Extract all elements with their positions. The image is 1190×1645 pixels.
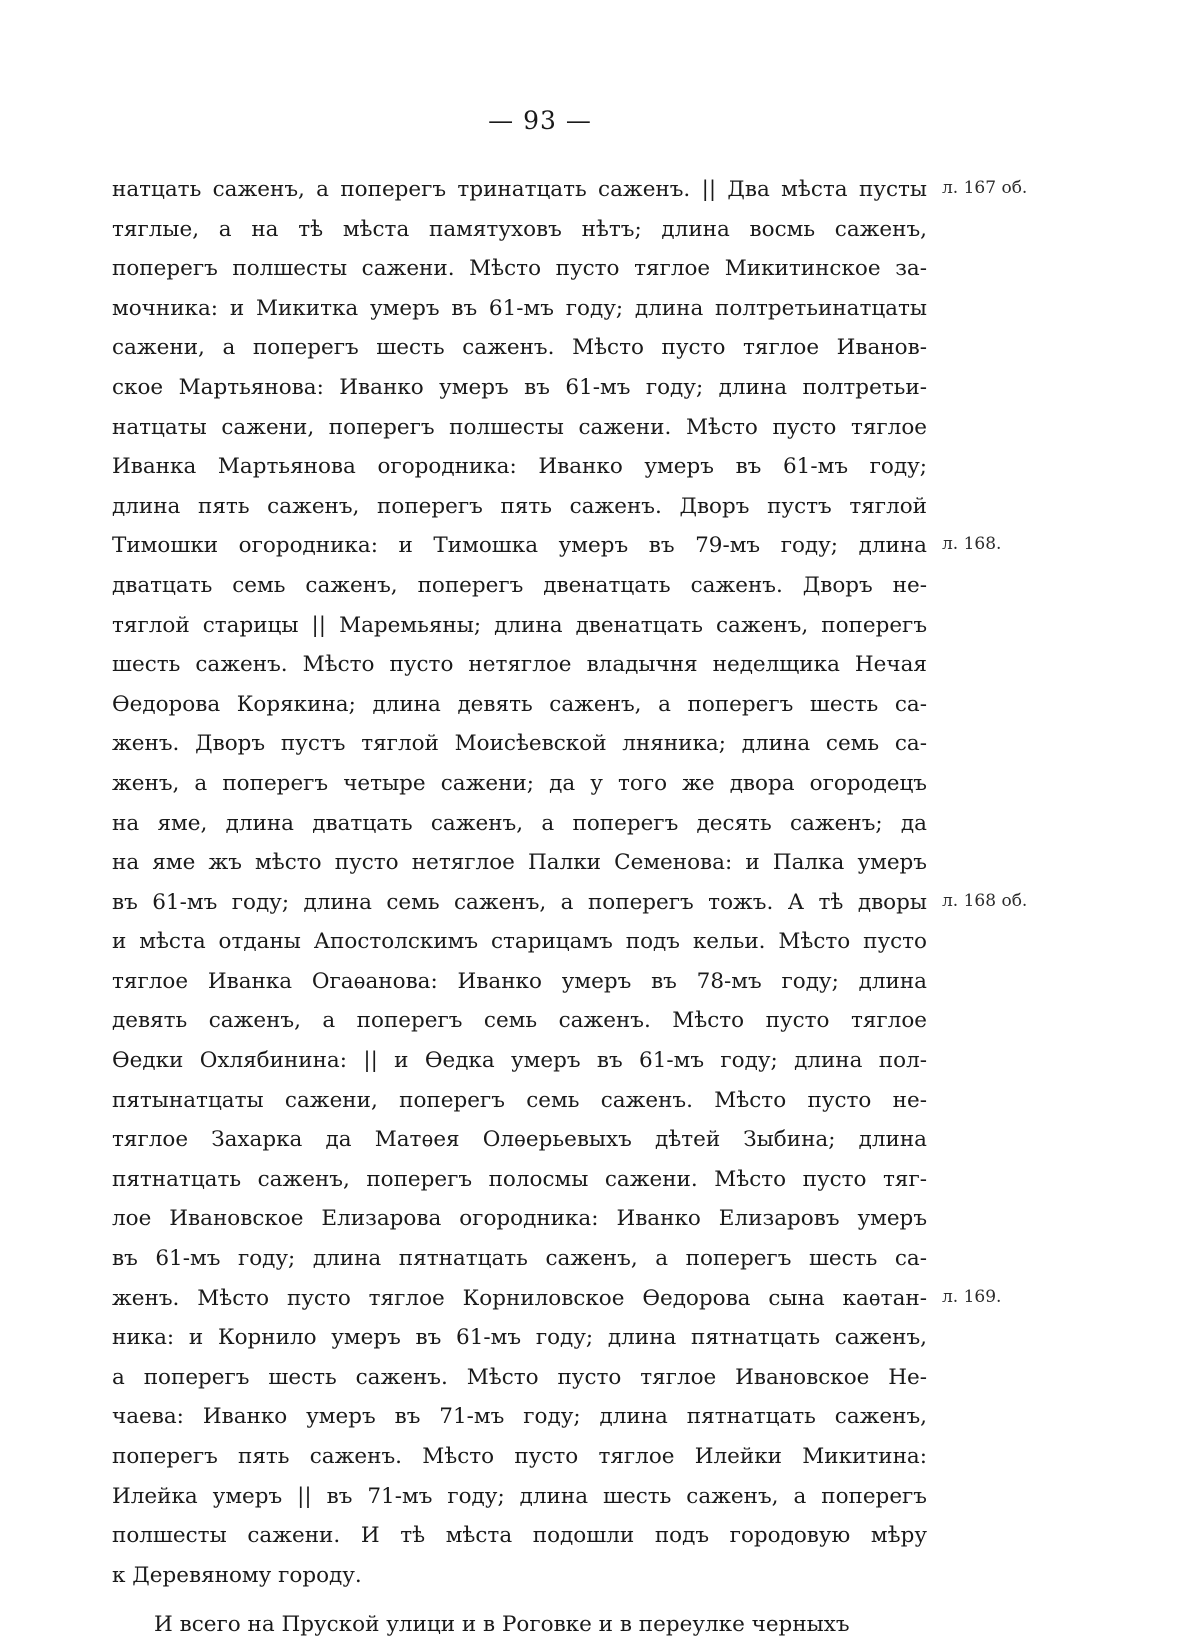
- text-line: тяглые, а на тѣ мѣста памятуховъ нѣтъ; длина восмь саженъ,: [112, 216, 927, 242]
- text-line: Тимошки огородника: и Тимошка умеръ въ 79-мъ году; длина: [112, 533, 927, 559]
- text-line: женъ, а поперегъ четыре сажени; да у того же двора огородецъ: [112, 770, 927, 796]
- text-line: ника: и Корнило умеръ въ 61-мъ году; длина пятнатцать саженъ,: [112, 1325, 927, 1351]
- body-text: [112, 170, 927, 1645]
- text-line: женъ. Мѣсто пусто тяглое Корниловское Ѳедорова сына каѳтан-: [112, 1285, 927, 1311]
- text-line: на яме, длина дватцать саженъ, а поперегъ десять саженъ; да: [112, 810, 927, 836]
- text-line: въ 61-мъ году; длина семь саженъ, а поперегъ тожъ. А тѣ дворы: [112, 889, 927, 915]
- text-line: пятнатцать саженъ, поперегъ полосмы сажени. Мѣсто пусто тяг-: [112, 1166, 927, 1192]
- text-line: сажени, а поперегъ шесть саженъ. Мѣсто пусто тяглое Иванов-: [112, 335, 927, 361]
- text-line: мочника: и Микитка умеръ въ 61-мъ году; длина полтретьинатцаты: [112, 295, 927, 321]
- text-line: женъ. Дворъ пустъ тяглой Моисѣевской лняника; длина семь са-: [112, 731, 927, 757]
- text-line: шесть саженъ. Мѣсто пусто нетяглое владычня неделщика Нечая: [112, 652, 927, 678]
- text-line: Иванка Мартьянова огородника: Иванко умеръ въ 61-мъ году;: [112, 454, 927, 480]
- text-line: к Деревяному городу.: [112, 1562, 362, 1588]
- text-line: тяглое Захарка да Матѳея Олѳерьевыхъ дѣтей Зыбина; длина: [112, 1127, 927, 1153]
- text-line: поперегъ пять саженъ. Мѣсто пусто тяглое Илейки Микитина:: [112, 1444, 927, 1469]
- paragraph-1: [112, 170, 927, 1595]
- text-line: Ѳедорова Корякина; длина девять саженъ, а поперегъ шесть са-: [112, 691, 927, 717]
- text-line: ское Мартьянова: Иванко умеръ въ 61-мъ году; длина полтретьи-: [112, 374, 927, 400]
- text-line: тяглой старицы || Маремьяны; длина двенатцать саженъ, поперегъ: [112, 612, 927, 638]
- paragraph-2: [112, 1605, 927, 1645]
- text-line: натцаты сажени, поперегъ полшесты сажени. Мѣсто пусто тяглое: [112, 414, 927, 440]
- text-line: Ѳедки Охлябинина: || и Ѳедка умеръ въ 61-мъ году; длина пол-: [112, 1048, 927, 1074]
- text-line: Илейка умеръ || въ 71-мъ году; длина шесть саженъ, а поперегъ: [112, 1483, 927, 1509]
- text-line: натцать саженъ, а поперегъ тринатцать саженъ. || Два мѣста пусты: [112, 177, 927, 202]
- text-line: тяглое Иванка Огаѳанова: Иванко умеръ въ 78-мъ году; длина: [112, 968, 927, 994]
- text-line: а поперегъ шесть саженъ. Мѣсто пусто тяглое Ивановское Не-: [112, 1364, 927, 1390]
- folio-marginal-note: л. 167 об.: [942, 178, 1028, 198]
- text-line: пятынатцаты сажени, поперегъ семь саженъ. Мѣсто пусто не-: [112, 1087, 927, 1113]
- folio-marginal-note: л. 168 об.: [942, 890, 1028, 911]
- text-line: И всего на Пруской улици и в Роговке и в переулке черныхъ: [154, 1612, 850, 1638]
- text-line: полшесты сажени. И тѣ мѣста подошли подъ городовую мѣру: [112, 1523, 927, 1549]
- text-line: девять саженъ, а поперегъ семь саженъ. Мѣсто пусто тяглое: [112, 1008, 927, 1034]
- text-line: чаева: Иванко умеръ въ 71-мъ году; длина пятнатцать саженъ,: [112, 1404, 927, 1430]
- text-line: дватцать семь саженъ, поперегъ двенатцать саженъ. Дворъ не-: [112, 572, 927, 598]
- text-line: и мѣста отданы Апостолскимъ старицамъ подъ кельи. Мѣсто пусто: [112, 929, 927, 955]
- text-line: длина пять саженъ, поперегъ пять саженъ. Дворъ пустъ тяглой: [112, 493, 927, 519]
- text-line: на яме жъ мѣсто пусто нетяглое Палки Семенова: и Палка умеръ: [112, 850, 927, 876]
- folio-marginal-note: л. 169.: [942, 1286, 1002, 1307]
- text-line: лое Ивановское Елизарова огородника: Иванко Елизаровъ умеръ: [112, 1206, 927, 1232]
- page-number: — 93 —: [488, 106, 592, 135]
- text-line: поперегъ полшесты сажени. Мѣсто пусто тяглое Микитинское за-: [112, 256, 927, 282]
- folio-marginal-note: л. 168.: [942, 534, 1002, 555]
- text-line: въ 61-мъ году; длина пятнатцать саженъ, а поперегъ шесть са-: [112, 1246, 927, 1272]
